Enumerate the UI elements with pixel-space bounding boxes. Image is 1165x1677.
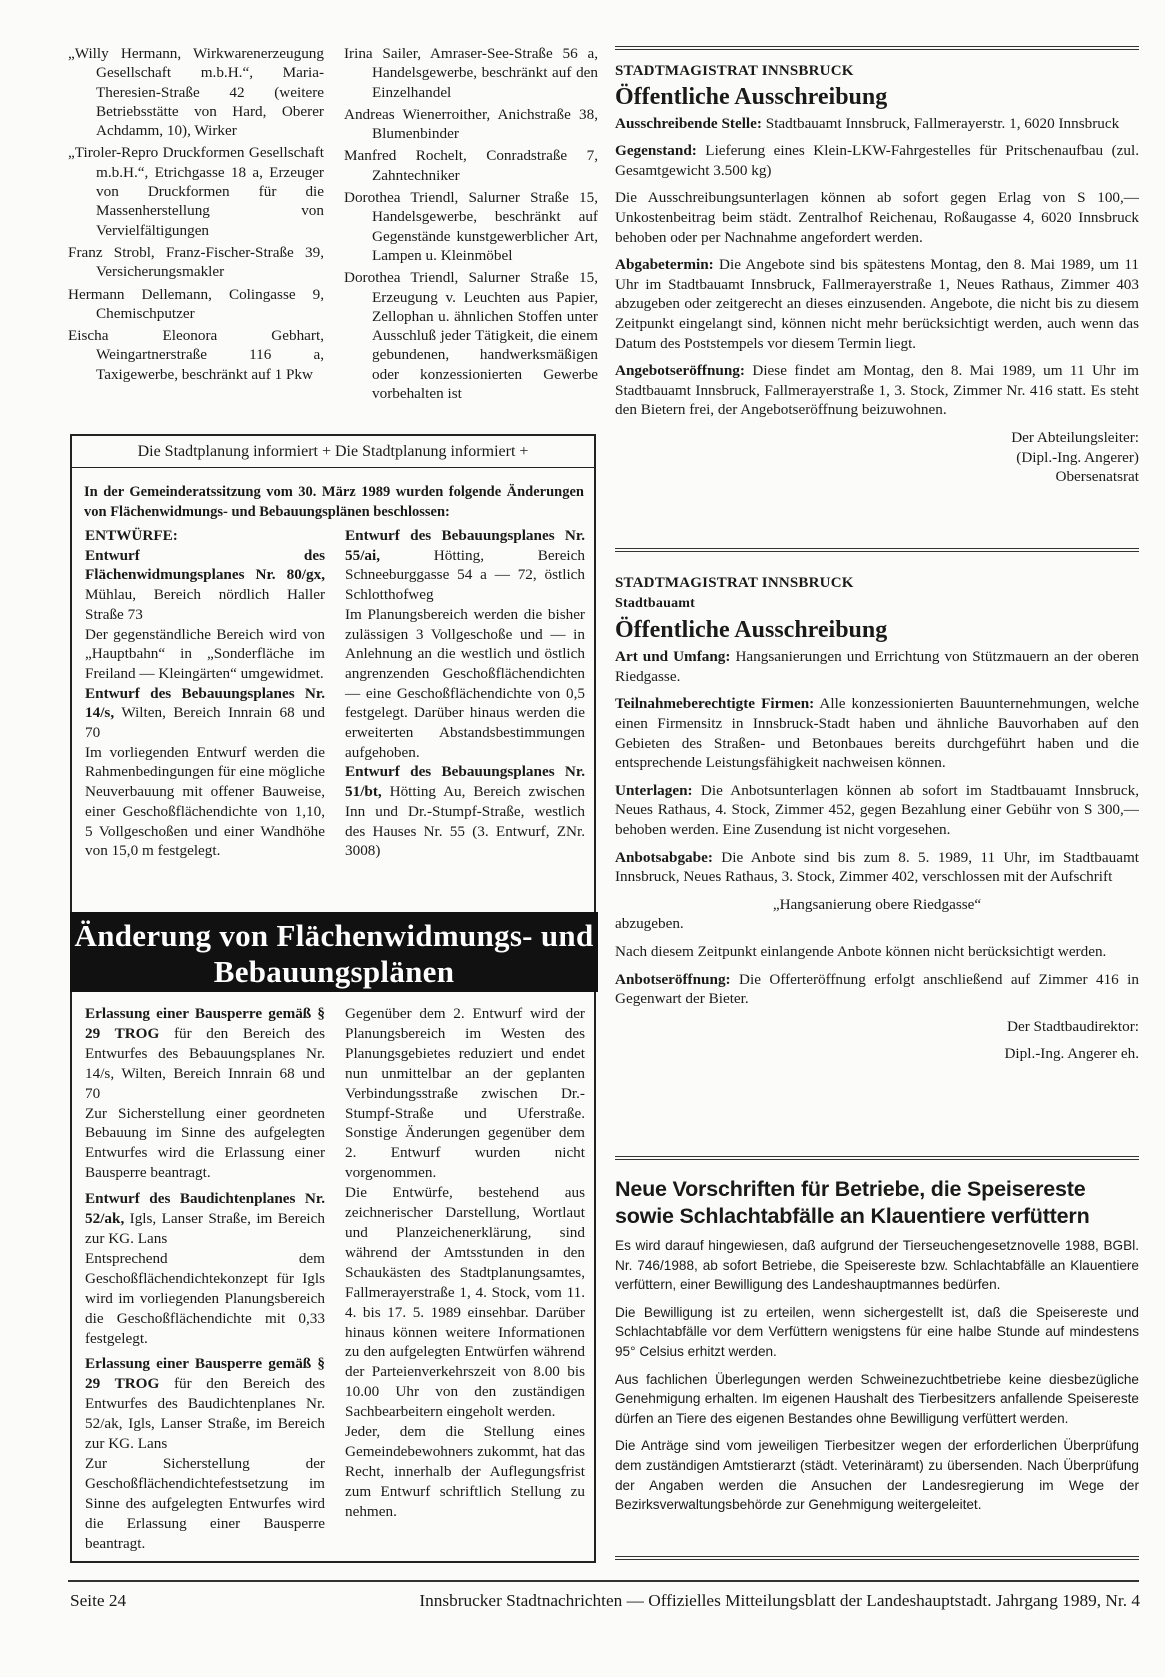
notice-title: sowie Schlachtabfälle an Klauentiere verfüttern [615, 1204, 1090, 1228]
page-footer [70, 1590, 1140, 1612]
tender-paragraph: abzugeben. [615, 915, 684, 933]
banner-line: Bebauungsplänen [213, 954, 455, 989]
issuer-label: STADTMAGISTRAT INNSBRUCK [615, 575, 854, 591]
tender-paragraph: Nach diesem Zeitpunkt einlangende Anbote können nicht berücksichtigt werden. [615, 942, 1107, 960]
planning-text: Jeder, dem die Stellung eines Gemeindebewohners zukommt, hat das Recht, innerhalb der Auflegungsfrist zum Entwurf schriftlich Stellung zu nehmen. [345, 1423, 585, 1520]
planning-item: Erlassung einer Bausperre gemäß § 29 TROG für den Bereich des Entwurfes des Bebauungsplanes Nr. 14/s, Wilten, Bereich Innrain 68 und 70 [85, 1005, 326, 1102]
page-number: Seite 24 [70, 1591, 127, 1610]
planning-intro: In der Gemeinderatssitzung vom 30. März 1989 wurden folgende Änderungen von Flächenwidmungs- und Bebauungsplänen beschlossen: [84, 484, 584, 520]
amendment-column-b [345, 1004, 585, 1522]
signature-line: (Dipl.-Ing. Angerer) [1016, 448, 1139, 466]
register-entry: Andreas Wienerroither, Anichstraße 38, Blumenbinder [344, 105, 598, 143]
register-entry: „Tiroler-Repro Druckformen Gesellschaft m.b.H.“, Etrichgasse 18 a, Erzeuger von Druckformen für die Massenherstellung von Vervielfältigungen [68, 144, 324, 239]
planning-item: Entwurf des Flächenwidmungsplanes Nr. 80/gx, Mühlau, Bereich nördlich Haller Straße 73 [85, 546, 325, 623]
register-entry: Franz Strobl, Franz-Fischer-Straße 39, Versicherungsmakler [68, 243, 324, 281]
tender-paragraph: Art und Umfang: Hangsanierungen und Errichtung von Stützmauern an der oberen Riedgasse. [615, 648, 1139, 685]
tender-notice-slope [615, 574, 1139, 1064]
planning-text: Im Planungsbereich werden die bisher zulässigen 3 Vollgeschoße und — in Anlehnung an die westlich und östlich angrenzenden Geschoßflächendichten — eine Geschoßflächendichte von 0,5 festgelegt. Darüber hinaus werden die erweiterten Abstandsbestimmungen aufgehoben. [345, 605, 585, 761]
planning-text: Im vorliegenden Entwurf werden die Rahmenbedingungen für eine mögliche Neuverbauung mit offener Bauweise, einer Geschoßflächendichte von 1,10, 5 Vollgeschoßen und einer Wandhöhe von 15,0 m festgelegt. [85, 743, 325, 860]
register-entry: Irina Sailer, Amraser-See-Straße 56 a, Handelsgewerbe, beschränkt auf den Einzelhandel [344, 45, 598, 101]
issuer-sublabel: Stadtbauamt [615, 595, 695, 611]
notice-paragraph: Die Anträge sind vom jeweiligen Tierbesitzer wegen der erforderlichen Überprüfung dem zuständigen Amtstierarzt (städt. Veterinäramt) zu übersenden. Nach Überprüfung der Angaben werden die Ansuchen der Landesregierung im Wege der Bezirksverwaltungsbehörde zur Genehmigung weitergeleitet. [615, 1438, 1139, 1513]
planning-text: Zur Sicherstellung der Geschoßflächendichtefestsetzung im Sinne des aufgelegten Entwurfes wird die Erlassung einer Bausperre beantragt. [85, 1454, 325, 1552]
planning-item: Erlassung einer Bausperre gemäß § 29 TROG für den Bereich des Entwurfes des Baudichtenplanes Nr. 52/ak, Igls, Lanser Straße, im Bereich zur KG. Lans [85, 1355, 326, 1453]
planning-text: Der gegenständliche Bereich wird von „Hauptbahn“ in „Sonderfläche im Freiland — Kleingärten“ umgewidmet. [85, 625, 325, 682]
register-entry: Manfred Rochelt, Conradstraße 7, Zahntechniker [344, 147, 598, 184]
tender-paragraph: Die Ausschreibungsunterlagen können ab sofort gegen Erlag von S 100,— Unkostenbeitrag beim städt. Zentralhof Reichenau, Roßaugasse 4, 6020 Innsbruck behoben oder per Nachnahme angefordert werden. [615, 189, 1139, 246]
tender-paragraph: Anbotseröffnung: Die Offerteröffnung erfolgt anschließend auf Zimmer 416 in Gegenwart der Bieter. [615, 970, 1139, 1008]
tender-paragraph: Ausschreibende Stelle: Stadtbauamt Innsbruck, Fallmerayerstr. 1, 6020 Innsbruck [615, 114, 1120, 132]
amendment-column-a [85, 1004, 325, 1553]
tender-title: Öffentliche Ausschreibung [615, 617, 888, 644]
planning-column-b [345, 526, 585, 861]
planning-column-a [85, 526, 325, 861]
trade-register-column-middle [344, 44, 598, 406]
trade-register-column-left [68, 44, 324, 387]
planning-text: Entsprechend dem Geschoßflächendichtekonzept für Igls wird im vorliegenden Planungsbereich die Geschoßflächendichte mit 0,33 festgelegt. [85, 1249, 325, 1347]
feed-regulation-notice [615, 1176, 1139, 1515]
planning-item: Entwurf des Bebauungsplanes Nr. 55/ai, Hötting, Bereich Schneeburggasse 54 a — 72, östlich Schlotthofweg [345, 527, 585, 604]
double-rule [615, 1156, 1139, 1160]
double-rule [615, 548, 1139, 552]
notice-paragraph: Die Bewilligung ist zu erteilen, wenn sichergestellt ist, daß die Speisereste und Schlachtabfälle vor dem Verfüttern wenigstens für eine halbe Stunde auf mindestens 95° Celsius erhitzt werden. [615, 1304, 1139, 1359]
double-rule [615, 46, 1139, 50]
tender-paragraph: Teilnahmeberechtigte Firmen: Alle konzessionierten Bauunternehmungen, welche einen Firmensitz in Innsbruck-Stadt haben und ähnliche Bauvorhaben auf den Gebieten des Straßen- und Betonbaues bereits durchgeführt haben und die entsprechende Leistungsfähigkeit nachweisen können. [615, 695, 1139, 772]
footer-rule [68, 1580, 1139, 1582]
tender-paragraph: Gegenstand: Lieferung eines Klein-LKW-Fahrgestelles für Pritschenaufbau (zul. Gesamtgewicht 3.500 kg) [615, 142, 1139, 179]
planning-text: Zur Sicherstellung einer geordneten Bebauung im Sinne des aufgelegten Entwurfes wird die Erlassung einer Bausperre beantragt. [85, 1104, 325, 1182]
register-entry: Eischa Eleonora Gebhart, Weingartnerstraße 116 a, Taxigewerbe, beschränkt auf 1 Pkw [68, 327, 324, 383]
signature-line: Der Abteilungsleiter: [1011, 428, 1139, 446]
tender-paragraph: Angebotseröffnung: Diese findet am Montag, den 8. Mai 1989, um 11 Uhr im Stadtbauamt Innsbruck, Fallmerayerstraße 1, 3. Stock, Zimmer Nr. 416 statt. Es steht den Bietern frei, der Angebotseröffnung beizuwohnen. [615, 362, 1139, 419]
publication-line: Innsbrucker Stadtnachrichten — Offizielles Mitteilungsblatt der Landeshauptstadt. Jahrgang 1989, Nr. 4 [419, 1591, 1140, 1610]
notice-paragraph: Es wird darauf hingewiesen, daß aufgrund der Tierseuchengesetznovelle 1988, BGBl. Nr. 746/1988, ab sofort Betriebe, die Speisereste bzw. Schlachtabfälle an Klauentiere verfüttern, einer Bewilligung des Landeshauptmannes bedürfen. [615, 1238, 1139, 1293]
notice-title: Neue Vorschriften für Betriebe, die Speisereste [615, 1177, 1086, 1201]
signature-line: Der Stadtbaudirektor: [1006, 1017, 1139, 1035]
amendment-banner [70, 912, 598, 992]
tender-notice-vehicle [615, 62, 1139, 487]
register-entry: Dorothea Triendl, Salurner Straße 15, Handelsgewerbe, beschränkt auf Gegenstände kunstgewerblicher Art, Lampen u. Kleinmöbel [344, 189, 598, 264]
planning-item: Entwurf des Baudichtenplanes Nr. 52/ak, Igls, Lanser Straße, im Bereich zur KG. Lans [85, 1190, 325, 1247]
register-entry: „Willy Hermann, Wirkwarenerzeugung Gesellschaft m.b.H.“, Maria-Theresien-Straße 42 (weitere Betriebsstätte von Hard, Oberer Achdamm, 10), Wirker [68, 45, 324, 140]
planning-item: Entwurf des Bebauungsplanes Nr. 51/bt, Hötting Au, Bereich zwischen Inn und Dr.-Stumpf-Straße, westlich des Hauses Nr. 55 (3. Entwurf, ZNr. 3008) [345, 763, 585, 860]
inscription-quote: „Hangsanierung obere Riedgasse“ [772, 895, 982, 913]
tender-title: Öffentliche Ausschreibung [615, 83, 888, 110]
issuer-label: STADTMAGISTRAT INNSBRUCK [615, 63, 854, 79]
planning-item: Entwurf des Bebauungsplanes Nr. 14/s, Wilten, Bereich Innrain 68 und 70 [85, 684, 325, 742]
banner-line: Änderung von Flächenwidmungs- und [74, 918, 594, 953]
double-rule [615, 1556, 1139, 1560]
signature-line: Obersenatsrat [1055, 468, 1139, 486]
planning-text: Gegenüber dem 2. Entwurf wird der Planungsbereich im Westen des Planungsgebietes reduziert und endet nun unmittelbar an der geplanten Verbindungsstraße zwischen Dr.-Stumpf-Straße und Uferstraße. Sonstige Änderungen gegenüber dem 2. Entwurf wurden nicht vorgenommen. [345, 1005, 585, 1182]
tender-paragraph: Unterlagen: Die Anbotsunterlagen können ab sofort im Stadtbauamt Innsbruck, Neues Rathaus, 4. Stock, Zimmer 452, gegen Bezahlung einer Gebühr von S 300,— behoben werden. Eine Zusendung ist nicht vorgesehen. [615, 781, 1139, 838]
city-planning-box [70, 434, 596, 1563]
tender-paragraph: Anbotsabgabe: Die Anbote sind bis zum 8. 5. 1989, 11 Uhr, im Stadtbauamt Innsbruck, Neues Rathaus, 3. Stock, Zimmer 402, verschlossen mit der Aufschrift [615, 848, 1139, 886]
register-entry: Hermann Dellemann, Colingasse 9, Chemischputzer [68, 285, 324, 322]
tender-paragraph: Abgabetermin: Die Angebote sind bis spätestens Montag, den 8. Mai 1989, um 11 Uhr im Stadtbauamt Innsbruck, Fallmerayerstraße 1, Neues Rathaus, Zimmer 403 abzugeben oder zeitgerecht an dieses einzusenden. Angebote, die nicht bis zu diesem Zeitpunkt eingelangt sind, können nicht mehr berücksichtigt werden, auch wenn das Datum des Poststempels vor diesem Termin liegt. [615, 256, 1139, 352]
drafts-label: ENTWÜRFE: [85, 527, 178, 544]
notice-paragraph: Aus fachlichen Überlegungen werden Schweinezuchtbetriebe keine diesbezügliche Genehmigung erhalten. Im eigenen Haushalt des Tierbesitzers anfallende Speisereste dürfen an Tiere des eigenen Bestandes ohne Bewilligung verfüttert werden. [615, 1371, 1139, 1426]
register-entry: Dorothea Triendl, Salurner Straße 15, Erzeugung v. Leuchten aus Papier, Zellophan u. ähnlichen Stoffen unter Ausschluß jeder Tätigkeit, die einem gebundenen, handwerksmäßigen oder konzessionierten Gewerbe vorbehalten ist [344, 269, 598, 403]
planning-ticker: Die Stadtplanung informiert + Die Stadtplanung informiert + [72, 436, 594, 468]
planning-text: Die Entwürfe, bestehend aus zeichnerischer Darstellung, Wortlaut und Planzeichenerklärung, sind während der Amtsstunden in den Schaukästen des Stadtplanungsamtes, Fallmerayerstraße 1, 4. Stock, vom 11. 4. bis 17. 5. 1989 einsehbar. Darüber hinaus können weitere Informationen zu den aufgelegten Entwürfen während der Parteienverkehrszeit von 8.00 bis 10.00 Uhr von den zuständigen Sachbearbeitern eingeholt werden. [345, 1184, 585, 1421]
signature-line: Dipl.-Ing. Angerer eh. [1004, 1045, 1139, 1063]
